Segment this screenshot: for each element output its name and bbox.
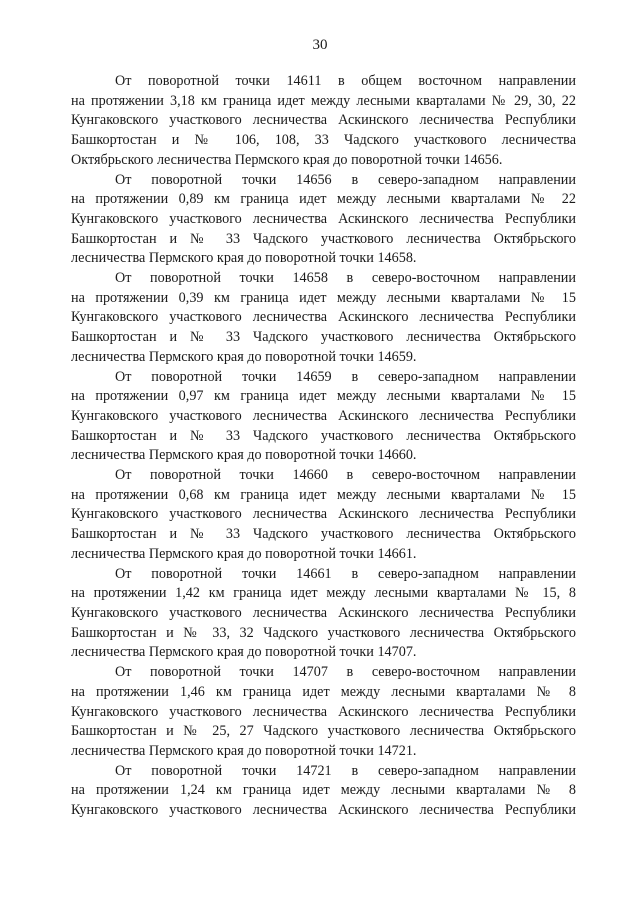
page-number: 30 — [312, 37, 328, 53]
paragraph-line: Кунгаковского участкового лесничества Аскинского лесничества Республики — [71, 802, 576, 819]
paragraph-line: на протяжении 1,42 км граница идет между лесными кварталами № 15, 8 — [71, 585, 576, 602]
paragraph-line: лесничества Пермского края до поворотной точки 14659. — [71, 348, 417, 365]
paragraph-line: Башкортостан и № 33 Чадского участкового лесничества Октябрьского — [71, 230, 576, 247]
paragraph-line: Октябрьского лесничества Пермского края до поворотной точки 14656. — [71, 151, 503, 168]
paragraph-3 — [71, 269, 576, 368]
paragraph-2 — [71, 171, 576, 270]
paragraph-line: От поворотной точки 14721 в северо-западном направлении — [115, 762, 576, 779]
paragraph-line: От поворотной точки 14658 в северо-восточном направлении — [115, 270, 576, 287]
paragraph-1 — [71, 72, 576, 171]
document-body — [71, 72, 576, 821]
paragraph-4 — [71, 368, 576, 467]
paragraph-line: От поворотной точки 14660 в северо-восточном направлении — [115, 467, 576, 484]
paragraph-6 — [71, 565, 576, 664]
paragraph-line: Башкортостан и № 25, 27 Чадского участкового лесничества Октябрьского — [71, 723, 576, 740]
paragraph-line: лесничества Пермского края до поворотной точки 14707. — [71, 644, 417, 661]
paragraph-line: Кунгаковского участкового лесничества Аскинского лесничества Республики — [71, 210, 576, 227]
paragraph-line: Башкортостан и № 33 Чадского участкового лесничества Октябрьского — [71, 526, 576, 543]
paragraph-line: От поворотной точки 14707 в северо-восточном направлении — [115, 664, 576, 681]
paragraph-line: Башкортостан и № 106, 108, 33 Чадского участкового лесничества — [71, 132, 576, 149]
paragraph-line: Башкортостан и № 33 Чадского участкового лесничества Октябрьского — [71, 427, 576, 444]
paragraph-line: на протяжении 0,68 км граница идет между лесными кварталами № 15 — [71, 486, 576, 503]
paragraph-line: Кунгаковского участкового лесничества Аскинского лесничества Республики — [71, 604, 576, 621]
paragraph-line: на протяжении 3,18 км граница идет между лесными кварталами № 29, 30, 22 — [71, 92, 576, 109]
paragraph-line: От поворотной точки 14661 в северо-западном направлении — [115, 565, 576, 582]
paragraph-line: лесничества Пермского края до поворотной точки 14661. — [71, 545, 417, 562]
paragraph-line: на протяжении 0,39 км граница идет между лесными кварталами № 15 — [71, 289, 576, 306]
paragraph-line: на протяжении 1,24 км граница идет между лесными кварталами № 8 — [71, 782, 576, 799]
paragraph-line: лесничества Пермского края до поворотной точки 14658. — [71, 250, 417, 267]
paragraph-line: Башкортостан и № 33 Чадского участкового лесничества Октябрьского — [71, 329, 576, 346]
paragraph-line: на протяжении 1,46 км граница идет между лесными кварталами № 8 — [71, 683, 576, 700]
paragraph-line: Башкортостан и № 33, 32 Чадского участкового лесничества Октябрьского — [71, 624, 576, 641]
paragraph-line: От поворотной точки 14656 в северо-западном направлении — [115, 171, 576, 188]
paragraph-line: лесничества Пермского края до поворотной точки 14660. — [71, 447, 417, 464]
paragraph-8 — [71, 762, 576, 821]
paragraph-line: Кунгаковского участкового лесничества Аскинского лесничества Республики — [71, 407, 576, 424]
paragraph-5 — [71, 466, 576, 565]
paragraph-line: Кунгаковского участкового лесничества Аскинского лесничества Республики — [71, 703, 576, 720]
paragraph-line: От поворотной точки 14611 в общем восточном направлении — [115, 73, 576, 89]
paragraph-line: Кунгаковского участкового лесничества Аскинского лесничества Республики — [71, 506, 576, 523]
paragraph-7 — [71, 663, 576, 762]
paragraph-line: Кунгаковского участкового лесничества Аскинского лесничества Республики — [71, 309, 576, 326]
paragraph-line: Кунгаковского участкового лесничества Аскинского лесничества Республики — [71, 112, 576, 129]
paragraph-line: на протяжении 0,97 км граница идет между лесными кварталами № 15 — [71, 388, 576, 405]
paragraph-line: От поворотной точки 14659 в северо-западном направлении — [115, 368, 576, 385]
paragraph-line: лесничества Пермского края до поворотной точки 14721. — [71, 742, 417, 759]
paragraph-line: на протяжении 0,89 км граница идет между лесными кварталами № 22 — [71, 191, 576, 208]
